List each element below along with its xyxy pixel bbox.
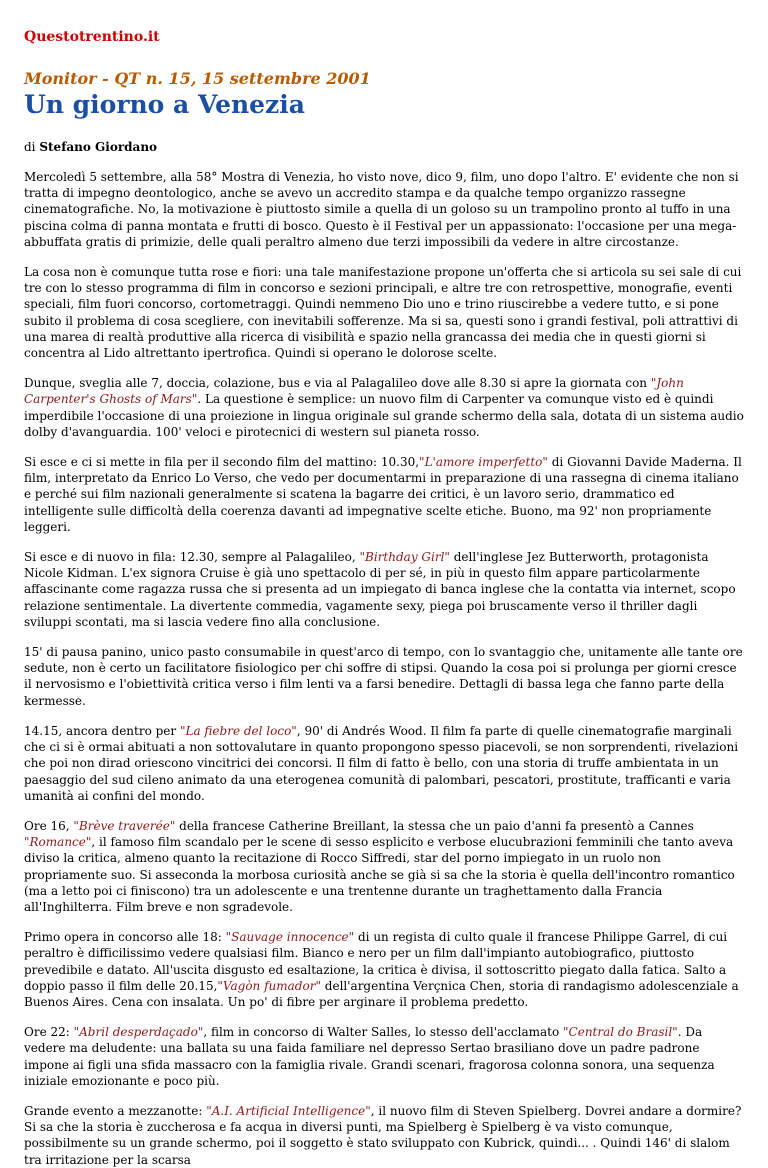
paragraph-text: , il famoso film scandalo per le scene di sesso esplicito e verbose elucubrazioni femminili che tanto aveva diviso la critica, almeno quanto la recitazione di Rocco Siffredi, star del porno impiegato in un ruolo non propriamente suo. Si asseconda la morbosa curiosità anche se già si sa che la storia è quella dell'incontro romantico (ma a letto poi ci finiscono) tra un adolescente e una trentenne durante un traghettamento dalla Francia all'Inghilterra. Film breve e non sgradevole. [24, 835, 735, 914]
article-paragraph [24, 1103, 744, 1168]
site-name-link[interactable]: Questotrentino.it [24, 29, 160, 45]
paragraph-text: Si esce e di nuovo in fila: 12.30, sempre al Palagalileo, [24, 550, 360, 565]
film-title: "John Carpenter's Ghosts of Mars" [24, 376, 684, 407]
paragraph-text: . La questione è semplice: un nuovo film di Carpenter va comunque visto ed è quindi imperdibile l'occasione di una proiezione in lingua originale sul grande schermo della sala, dotata di un sistema audio dolby d'avanguardia. 100' veloci e pirotecnici di western sul pianeta rosso. [24, 392, 744, 439]
article-kicker: Monitor - QT n. 15, 15 settembre 2001 [24, 69, 371, 88]
paragraph-text: La cosa non è comunque tutta rose e fiori: una tale manifestazione propone un'offerta che si articola su sei sale di cui tre con lo stesso programma di film in concorso e sezioni principali, e altre tre con retrospettive, monografie, eventi speciali, film fuori concorso, cortometraggi. Quindi nemmeno Dio uno e trino riuscirebbe a vedere tutto, e si pone subito il problema di cosa scegliere, con inevitabili sofferenze. Ma si sa, questi sono i grandi festival, poli attrattivi di una marea di realtà produttive alla ricerca di visibilità e spazio nella grancassa dei media che in questi giorni si concentra al Lido altrettanto ipertrofica. Quindi si operano le dolorose scelte. [24, 265, 742, 361]
film-title: "Birthday Girl" [359, 550, 450, 565]
paragraph-text: Ore 16, [24, 818, 74, 833]
article-paragraph [24, 818, 744, 915]
paragraph-text: Primo opera in concorso alle 18: [24, 930, 226, 945]
article-paragraph [24, 264, 744, 361]
byline [24, 140, 744, 154]
article-paragraph [24, 1024, 744, 1089]
article-body [24, 169, 744, 1168]
paragraph-text: di Giovanni Davide Maderna. Il film, interpretato da Enrico Lo Verso, che vedo per documentarmi in preparazione di una rassegna di cinema italiano e perché sui film nazionali generalmente si scatena la bagarre dei critici, è un lavoro serio, drammatico ed intelligente sulle difficoltà della coerenza davanti ad impegnative scelte etiche. Buono, ma 92' non propriamente leggeri. [24, 455, 742, 534]
paragraph-text: , il nuovo film di Steven Spielberg. Dovrei andare a dormire? Si sa che la storia è zuccherosa e fa acqua in diversi punti, ma Spielberg è Spielberg è va visto comunque, possibilmente su un grande schermo, poi il soggetto è stato sviluppato con Kubrick, quindi... . Quindi 146' di slalom tra irritazione per la scarsa [24, 1103, 742, 1167]
paragraph-text: Si esce e ci si mette in fila per il secondo film del mattino: 10.30, [24, 455, 420, 470]
paragraph-text: Ore 22: [24, 1025, 74, 1040]
film-title: "L'amore imperfetto" [419, 455, 548, 470]
paragraph-text: , film in concorso di Walter Salles, lo stesso dell'acclamato [203, 1025, 564, 1040]
paragraph-text: Dunque, sveglia alle 7, doccia, colazione, bus e via al Palagalileo dove alle 8.30 si apre la giornata con [24, 376, 651, 391]
film-title: "Romance" [24, 835, 92, 850]
paragraph-text: di un regista di culto quale il francese Philippe Garrel, di cui peraltro è difficilissimo vedere qualsiasi film. Bianco e nero per un film dall'impianto autobiografico, piuttosto prevedibile e datato. All'uscita disgusto ed esaltazione, la critica è divisa, il sottoscritto piegato dalla fatica. Salto a doppio passo il film delle 20.15, [24, 930, 728, 993]
film-title: "A.I. Artificial Intelligence" [206, 1103, 371, 1118]
paragraph-text: . Da vedere ma deludente: una ballata su una faida familiare nel depresso Sertao brasiliano dove un padre padrone impone ai figli una sfida massacro con la famiglia rivale. Grandi scenari, fragorosa colonna sonora, una sequenza iniziale emozionante e poco più. [24, 1025, 715, 1088]
paragraph-text: , 90' di Andrés Wood. Il film fa parte di quelle cinematografie marginali che ci si è ormai abituati a non sottovalutare in quanto propongono spesso piacevoli, se non sorprendenti, rivelazioni che poi non dirad oriescono vincitrici dei concorsi. Il film di fatto è bello, con una storia di truffe ambientata in un paesaggio del sud cileno animato da una eterogenea comunità di palombari, pescatori, prostitute, trafficanti e varia umanità ai confini del mondo. [24, 723, 739, 803]
film-title: "Sauvage innocence" [225, 930, 355, 945]
paragraph-text: 14.15, ancora dentro per [24, 723, 180, 738]
paragraph-text: Grande evento a mezzanotte: [24, 1103, 207, 1118]
article-paragraph [24, 375, 744, 440]
paragraph-text: 15' di pausa panino, unico pasto consumabile in quest'arco di tempo, con lo svantaggio che, unitamente alle tante ore sedute, non è certo un facilitatore fisiologico per chi soffre di stipsi. Quando la cosa poi si prolunga per giorni cresce il nervosismo e l'obiettività critica verso i film lenti va a farsi benedire. Dettagli di bassa lega che fanno parte della kermesse. [24, 645, 743, 708]
film-title: "Abril desperdaçado" [73, 1025, 204, 1040]
article-paragraph [24, 454, 744, 535]
article-paragraph [24, 644, 744, 709]
article-paragraph [24, 723, 744, 804]
paragraph-text: dell'argentina Verçnica Chen, storia di randagismo adolescenziale a Buenos Aires. Cena con insalata. Un po' di fibre per arginare il problema predetto. [24, 978, 739, 1009]
byline-prefix: di [24, 140, 40, 154]
article-paragraph [24, 169, 744, 250]
article-paragraph [24, 549, 744, 630]
article-title: Un giorno a Venezia [24, 90, 305, 119]
film-title: "La fiebre del loco" [179, 723, 297, 738]
film-title: "Central do Brasil" [563, 1025, 678, 1040]
article-paragraph [24, 929, 744, 1010]
paragraph-text: Mercoledì 5 settembre, alla 58° Mostra di Venezia, ho visto nove, dico 9, film, uno dopo l'altro. E' evidente che non si tratta di impegno deontologico, anche se avevo un accredito stampa e da qualche tempo organizzo rassegne cinematografiche. No, la motivazione è piuttosto simile a quella di un goloso su un trampolino pronto al tuffo in una piscina colma di panna montata e frutti di bosco. Questo è il Festival per un appassionato: l'occasione per una mega-abbuffata gratis di primizie, delle quali peraltro almeno due terzi impossibili da vedere in altre circostanze. [24, 170, 739, 249]
paragraph-text: dell'inglese Jez Butterworth, protagonista Nicole Kidman. L'ex signora Cruise è già uno spettacolo di per sé, in più in questo film appare particolarmente affascinante come ragazza russa che si presenta ad un impiegato di banca inglese che la contatta via internet, scopo relazione sentimentale. La divertente commedia, vagamente sexy, piega poi bruscamente verso il thriller dagli sviluppi scontati, ma si lascia vedere fino alla conclusione. [24, 550, 736, 629]
author-name: Stefano Giordano [39, 140, 158, 154]
film-title: "Vagòn fumador" [217, 978, 321, 993]
paragraph-text: della francese Catherine Breillant, la stessa che un paio d'anni fa presentò a Cannes [175, 818, 694, 833]
film-title: "Brève traverée" [73, 818, 176, 833]
